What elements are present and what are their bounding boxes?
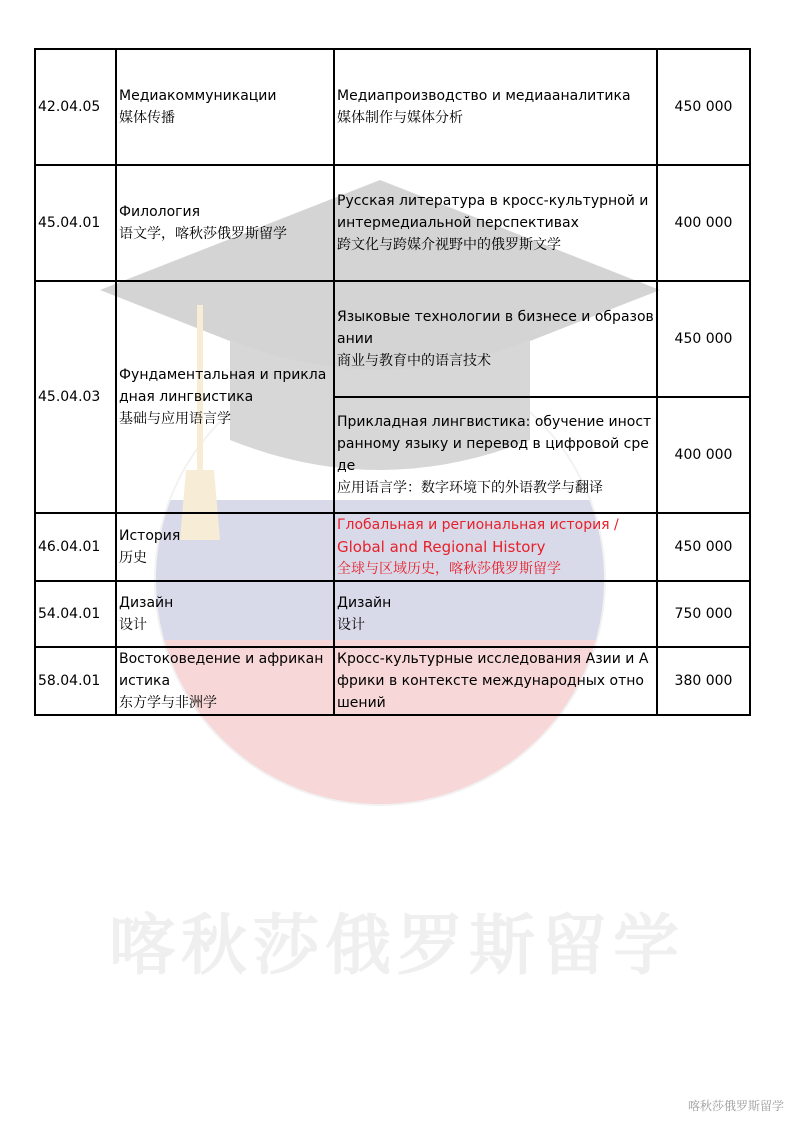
price-cell: 450 000 [657,281,750,397]
program-name-ru: Русская литература в кросс-культурной и интермедиальной перспективах [337,193,649,231]
program-code: 45.04.01 [35,165,116,281]
program-name-zh: 应用语言学：数字环境下的外语教学与翻译 [337,480,603,496]
price-cell: 750 000 [657,581,750,647]
specialty-cell [116,647,334,715]
program-name-ru: Языковые технологии в бизнесе и образовании [337,309,654,347]
program-cell [334,49,657,165]
table-row [35,581,750,647]
corner-watermark: 喀秋莎俄罗斯留学 [687,1099,784,1113]
specialty-name-ru: Фундаментальная и прикладная лингвистика [119,367,327,405]
program-code: 54.04.01 [35,581,116,647]
program-code: 58.04.01 [35,647,116,715]
table-row [35,281,750,397]
price-cell: 450 000 [657,513,750,581]
table-row [35,165,750,281]
specialty-cell [116,165,334,281]
specialty-cell [116,49,334,165]
program-code: 42.04.05 [35,49,116,165]
specialty-cell [116,581,334,647]
specialty-cell [116,281,334,513]
program-code: 46.04.01 [35,513,116,581]
specialty-name-zh: 语文学，喀秋莎俄罗斯留学 [119,226,287,242]
price-cell: 400 000 [657,397,750,513]
program-code: 45.04.03 [35,281,116,513]
program-name-ru: Прикладная лингвистика: обучение иностранному языку и перевод в цифровой среде [337,414,652,474]
program-name-ru: Глобальная и региональная история / [337,517,619,533]
price-cell: 400 000 [657,165,750,281]
price-cell: 380 000 [657,647,750,715]
specialty-name-zh: 基础与应用语言学 [119,411,231,427]
specialty-name-zh: 设计 [119,617,147,633]
program-cell [334,165,657,281]
program-cell [334,397,657,513]
specialty-cell [116,513,334,581]
price-cell: 450 000 [657,49,750,165]
specialty-name-ru: Дизайн [119,595,174,611]
program-cell [334,647,657,715]
specialty-name-ru: Востоковедение и африканистика [119,651,324,689]
programs-table [34,48,751,716]
table-row [35,49,750,165]
program-cell [334,581,657,647]
specialty-name-ru: Медиакоммуникации [119,88,277,104]
program-cell [334,513,657,581]
program-name-zh: 全球与区域历史，喀秋莎俄罗斯留学 [337,561,561,577]
specialty-name-zh: 历史 [119,550,147,566]
watermark-text: 喀秋莎俄罗斯留学 [109,907,685,984]
program-name-ru: Кросс-культурные исследования Азии и Африки в контексте международных отношений [337,651,649,711]
specialty-name-ru: Филология [119,204,201,220]
program-cell [334,281,657,397]
program-name-zh: 商业与教育中的语言技术 [337,353,491,369]
specialty-name-zh: 东方学与非洲学 [119,695,217,711]
table-row [35,647,750,715]
program-name-en: Global and Regional History [337,538,546,556]
specialty-name-zh: 媒体传播 [119,110,175,126]
program-name-ru: Медиапроизводство и медиааналитика [337,88,631,104]
program-name-zh: 跨文化与跨媒介视野中的俄罗斯文学 [337,237,561,253]
specialty-name-ru: История [119,528,181,544]
program-name-zh: 设计 [337,617,365,633]
program-name-ru: Дизайн [337,595,392,611]
table-row [35,513,750,581]
program-name-zh: 媒体制作与媒体分析 [337,110,463,126]
